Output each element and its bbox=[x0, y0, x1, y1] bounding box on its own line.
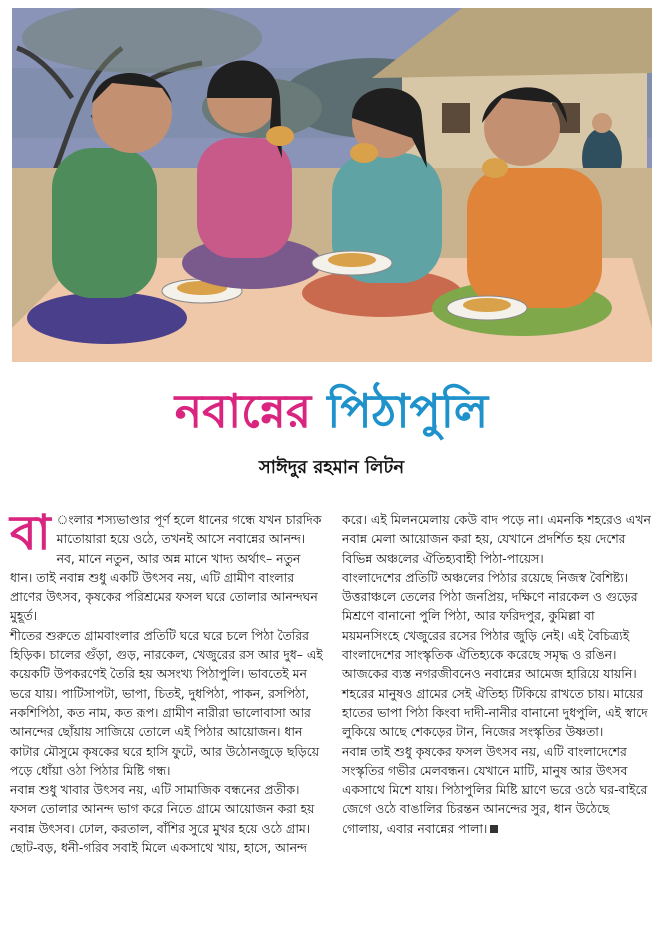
end-mark-icon bbox=[490, 825, 498, 833]
article-column-right bbox=[342, 510, 652, 838]
paragraph: ংলার শস্যভাণ্ডার পূর্ণ হলে ধানের গন্ধে যখন চারদিক মাতোয়ারা হয়ে ওঠে, তখনই আসে নবান্নের আনন্দ। নব, মানে নতুন, আর অন্ন মানে খাদ্য অর্থাৎ– নতুন ধান। তাই নবান্ন শুধু একটি উৎসব নয়, এটি গ্রামীণ বাংলার প্রাণের উৎসব, কৃষকের পরিশ্রমের ফসল ঘরে তোলার আনন্দঘন মুহূর্ত। bbox=[10, 512, 322, 624]
paragraph-last bbox=[342, 742, 652, 838]
illustration-children-eating-pitha-icon bbox=[12, 8, 652, 362]
article-column-left bbox=[10, 505, 326, 857]
title-part-1: নবান্নের bbox=[174, 384, 312, 438]
title-part-2: পিঠাপুলি bbox=[327, 384, 489, 438]
paragraph: বাংলাদেশের প্রতিটি অঞ্চলের পিঠার রয়েছে নিজস্ব বৈশিষ্ট্য। উত্তরাঞ্চলে তেলের পিঠা জনপ্রিয়, দক্ষিণে নারকেল ও গুড়ের মিশ্রণে বানানো পুলি পিঠা, আর ফরিদপুর, কুমিল্লা বা ময়মনসিংহে খেজুরের রসের পিঠার জুড়ি নেই। এই বৈচিত্র্যই বাংলাদেশের সাংস্কৃতিক ঐতিহ্যকে করেছে সমৃদ্ধ ও রঙিন। bbox=[342, 569, 638, 663]
paragraph: আজকের ব্যস্ত নগরজীবনেও নবান্নের আমেজ হারিয়ে যায়নি। শহরের মানুষও গ্রামের সেই ঐতিহ্য টিকিয়ে রাখতে চায়। মায়ের হাতের ভাপা পিঠা কিংবা দাদী-নানীর বানানো দুধপুলি, এই স্বাদে লুকিয়ে আছে শেকড়ের টান, নিজের সংস্কৃতির উষ্ণতা। bbox=[342, 666, 648, 740]
article-title bbox=[0, 383, 663, 439]
paragraph: করে। এই মিলনমেলায় কেউ বাদ পড়ে না। এমনকি শহরেও এখন নবান্ন মেলা আয়োজন করা হয়, যেখানে প্রদর্শিত হয় দেশের বিভিন্ন অঞ্চলের ঐতিহ্যবাহী পিঠা-পায়েস। bbox=[342, 512, 651, 566]
article-illustration bbox=[12, 8, 652, 362]
drop-cap: বা bbox=[10, 505, 51, 561]
paragraph: শীতের শুরুতে গ্রামবাংলার প্রতিটি ঘরে ঘরে চলে পিঠা তৈরির হিড়িক। চালের গুঁড়া, গুড়, নারকেল, খেজুরের রস আর দুধ– এই কয়েকটি উপকরণেই তৈরি হয় অসংখ্য পিঠাপুলি। ভাবতেই মন ভরে যায়। পাটিসাপটা, ভাপা, চিতই, দুধপিঠা, পাকন, রসপিঠা, নকশিপিঠা, কত নাম, কত রূপ। গ্রামীণ নারীরা ভালোবাসা আর আনন্দের ছোঁয়ায় সাজিয়ে তোলে এই পিঠার আয়োজন। ধান কাটার মৌসুমে কৃষকের ঘরে হাসি ফুটে, আর উঠোনজুড়ে ছড়িয়ে পড়ে ধোঁয়া ওঠা পিঠার মিষ্টি গন্ধ। bbox=[10, 627, 323, 778]
paragraph: নবান্ন শুধু খাবার উৎসব নয়, এটি সামাজিক বন্ধনের প্রতীক। ফসল তোলার আনন্দ ভাগ করে নিতে গ্রামে আয়োজন করা হয় নবান্ন উৎসব। ঢোল, করতাল, বাঁশির সুরে মুখর হয়ে ওঠে গ্রাম। ছোট-বড়, ধনী-গরিব সবাই মিলে একসাথে খায়, হাসে, আনন্দ bbox=[10, 782, 315, 856]
paragraph-text: নবান্ন তাই শুধু কৃষকের ফসল উৎসব নয়, এটি বাংলাদেশের সংস্কৃতির গভীর মেলবন্ধন। যেখানে মাটি, মানুষ আর উৎসব একসাথে মিশে যায়। পিঠাপুলির মিষ্টি ঘ্রাণে ভরে ওঠে ঘর-বাইরে জেগে ওঠে বাঙালির চিরন্তন আনন্দের সুর, ধান উঠেছে গোলায়, এবার নবান্নের পালা। bbox=[342, 743, 648, 836]
article-author: সাঈদুর রহমান লিটন bbox=[258, 457, 405, 478]
